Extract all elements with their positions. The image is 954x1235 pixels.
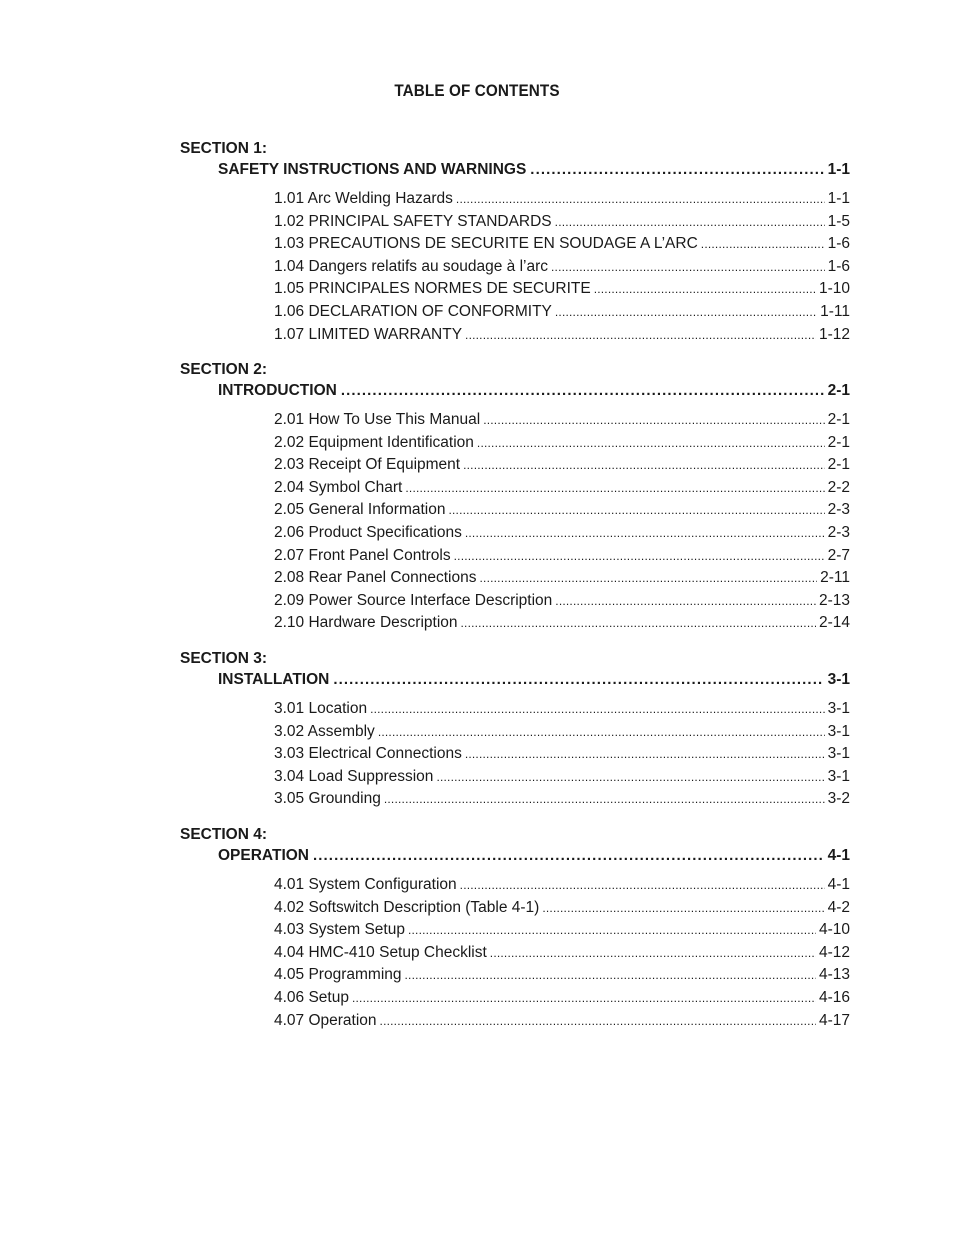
entry-label: 4.05 Programming xyxy=(274,966,402,984)
section-heading-text: SAFETY INSTRUCTIONS AND WARNINGS xyxy=(218,161,527,178)
toc-entry[interactable] xyxy=(274,524,850,547)
entry-label: 4.07 Operation xyxy=(274,1011,377,1029)
toc-entry[interactable] xyxy=(274,966,850,989)
section-heading-link[interactable] xyxy=(218,671,850,689)
toc-entry[interactable] xyxy=(274,723,850,746)
entry-page-number: 1-12 xyxy=(818,325,850,343)
toc-entry[interactable] xyxy=(274,921,850,944)
dot-leader xyxy=(378,723,825,741)
dot-leader xyxy=(701,235,825,253)
entry-label: 4.04 HMC-410 Setup Checklist xyxy=(274,943,487,961)
dot-leader xyxy=(405,479,824,497)
toc-entry[interactable] xyxy=(274,213,850,236)
toc-entry[interactable] xyxy=(274,501,850,524)
entry-page-number: 4-10 xyxy=(818,921,850,939)
dot-leader xyxy=(370,700,825,718)
entry-page-number: 1-1 xyxy=(827,190,850,207)
toc-entry[interactable] xyxy=(274,899,850,922)
dot-leader xyxy=(405,966,816,984)
dot-leader xyxy=(341,382,824,400)
entry-page-number: 2-1 xyxy=(827,411,850,428)
dot-leader xyxy=(480,569,818,587)
section-page-number: 4-1 xyxy=(827,847,850,864)
entry-label: 2.04 Symbol Chart xyxy=(274,478,403,496)
entry-label: 2.05 General Information xyxy=(274,501,446,519)
toc-entry[interactable] xyxy=(274,303,850,326)
dot-leader xyxy=(551,258,825,276)
entry-label: 4.06 Setup xyxy=(274,988,349,1006)
entry-page-number: 4-1 xyxy=(827,876,850,893)
entry-page-number: 1-5 xyxy=(827,212,850,230)
dot-leader xyxy=(456,190,825,208)
toc-entry[interactable] xyxy=(274,280,850,303)
dot-leader xyxy=(530,161,823,179)
entry-page-number: 3-2 xyxy=(827,790,850,808)
entry-page-number: 3-1 xyxy=(827,700,850,717)
dot-leader xyxy=(465,326,816,344)
entry-page-number: 3-1 xyxy=(827,745,850,763)
dot-leader xyxy=(436,768,824,786)
dot-leader xyxy=(465,745,825,763)
toc-entry-list xyxy=(274,876,850,1034)
dot-leader xyxy=(483,411,824,429)
entry-page-number: 2-14 xyxy=(818,614,850,632)
toc-entry[interactable] xyxy=(274,434,850,457)
entry-page-number: 2-2 xyxy=(827,478,850,496)
dot-leader xyxy=(384,790,825,808)
toc-entry[interactable] xyxy=(274,411,850,434)
toc-entry[interactable] xyxy=(274,235,850,258)
entry-page-number: 4-16 xyxy=(818,988,850,1006)
toc-entry[interactable] xyxy=(274,456,850,479)
entry-label: 3.05 Grounding xyxy=(274,790,381,808)
entry-label: 3.03 Electrical Connections xyxy=(274,745,462,763)
entry-page-number: 2-7 xyxy=(827,546,850,564)
entry-page-number: 2-3 xyxy=(827,501,850,519)
toc-entry[interactable] xyxy=(274,700,850,723)
dot-leader xyxy=(380,1012,816,1030)
entry-page-number: 3-1 xyxy=(827,767,850,785)
entry-page-number: 4-12 xyxy=(818,943,850,961)
toc-entry[interactable] xyxy=(274,190,850,213)
dot-leader xyxy=(461,614,816,632)
entry-page-number: 3-1 xyxy=(827,722,850,740)
entry-label: 2.09 Power Source Interface Description xyxy=(274,591,553,609)
dot-leader xyxy=(313,847,824,865)
dot-leader xyxy=(594,280,816,298)
dot-leader xyxy=(454,547,825,565)
section-heading-link[interactable] xyxy=(218,382,850,400)
entry-label: 1.04 Dangers relatifs au soudage à l’arc xyxy=(274,257,548,275)
dot-leader xyxy=(477,434,825,452)
entry-page-number: 1-6 xyxy=(827,235,850,253)
dot-leader xyxy=(352,989,816,1007)
entry-label: 2.01 How To Use This Manual xyxy=(274,411,481,428)
dot-leader xyxy=(408,921,816,939)
dot-leader xyxy=(542,899,824,917)
dot-leader xyxy=(463,456,824,474)
dot-leader xyxy=(333,671,823,689)
entry-label: 3.04 Load Suppression xyxy=(274,767,434,785)
toc-entry[interactable] xyxy=(274,876,850,899)
dot-leader xyxy=(490,944,816,962)
toc-entry[interactable] xyxy=(274,745,850,768)
section-label: SECTION 4: xyxy=(180,826,267,843)
section-label: SECTION 2: xyxy=(180,361,267,378)
section-heading-link[interactable] xyxy=(218,161,850,179)
dot-leader xyxy=(448,501,824,519)
section-heading-link[interactable] xyxy=(218,847,850,865)
entry-label: 4.02 Softswitch Description (Table 4-1) xyxy=(274,898,540,916)
section-heading-text: INTRODUCTION xyxy=(218,382,337,399)
entry-label: 4.03 System Setup xyxy=(274,921,405,939)
toc-entry[interactable] xyxy=(274,326,850,349)
toc-entry[interactable] xyxy=(274,569,850,592)
entry-page-number: 2-1 xyxy=(827,456,850,474)
section-heading-text: INSTALLATION xyxy=(218,671,330,688)
entry-page-number: 1-10 xyxy=(818,280,850,298)
toc-entry[interactable] xyxy=(274,944,850,967)
toc-entry[interactable] xyxy=(274,592,850,615)
entry-label: 1.07 LIMITED WARRANTY xyxy=(274,325,463,343)
entry-page-number: 4-17 xyxy=(818,1011,850,1029)
entry-label: 1.06 DECLARATION OF CONFORMITY xyxy=(274,302,552,320)
toc-entry-list xyxy=(274,190,850,348)
section-page-number: 2-1 xyxy=(827,382,850,399)
section-page-number: 3-1 xyxy=(827,671,850,688)
entry-page-number: 4-13 xyxy=(818,966,850,984)
toc-entry[interactable] xyxy=(274,547,850,570)
section-label: SECTION 1: xyxy=(180,140,267,157)
entry-label: 3.02 Assembly xyxy=(274,722,375,740)
toc-entry[interactable] xyxy=(274,614,850,637)
entry-label: 2.03 Receipt Of Equipment xyxy=(274,456,461,474)
dot-leader xyxy=(465,524,825,542)
entry-label: 2.02 Equipment Identification xyxy=(274,433,474,451)
entry-page-number: 2-13 xyxy=(818,591,850,609)
toc-entry[interactable] xyxy=(274,258,850,281)
toc-entry-list xyxy=(274,411,850,637)
entry-label: 1.03 PRECAUTIONS DE SECURITE EN SOUDAGE A L’ARC xyxy=(274,235,698,253)
entry-label: 2.07 Front Panel Controls xyxy=(274,546,451,564)
toc-entry[interactable] xyxy=(274,1012,850,1035)
entry-label: 2.06 Product Specifications xyxy=(274,523,462,541)
entry-label: 2.08 Rear Panel Connections xyxy=(274,569,477,587)
entry-page-number: 4-2 xyxy=(827,898,850,916)
entry-label: 3.01 Location xyxy=(274,700,368,717)
entry-page-number: 2-11 xyxy=(820,569,850,587)
entry-label: 4.01 System Configuration xyxy=(274,876,457,893)
section-page-number: 1-1 xyxy=(827,161,850,178)
dot-leader xyxy=(555,303,817,321)
dot-leader xyxy=(555,592,816,610)
entry-label: 1.01 Arc Welding Hazards xyxy=(274,190,453,207)
entry-page-number: 1-6 xyxy=(827,257,850,275)
entry-page-number: 1-11 xyxy=(820,302,850,320)
entry-page-number: 2-3 xyxy=(827,523,850,541)
section-heading-text: OPERATION xyxy=(218,847,309,864)
entry-label: 1.05 PRINCIPALES NORMES DE SECURITE xyxy=(274,280,591,298)
toc-entry-list xyxy=(274,700,850,813)
toc-entry[interactable] xyxy=(274,989,850,1012)
section-label: SECTION 3: xyxy=(180,650,267,667)
dot-leader xyxy=(460,876,825,894)
toc-entry[interactable] xyxy=(274,768,850,791)
dot-leader xyxy=(555,213,825,231)
toc-entry[interactable] xyxy=(274,479,850,502)
entry-label: 1.02 PRINCIPAL SAFETY STANDARDS xyxy=(274,212,552,230)
entry-label: 2.10 Hardware Description xyxy=(274,614,458,632)
page-title: TABLE OF CONTENTS xyxy=(394,81,560,100)
entry-page-number: 2-1 xyxy=(827,433,850,451)
toc-entry[interactable] xyxy=(274,790,850,813)
